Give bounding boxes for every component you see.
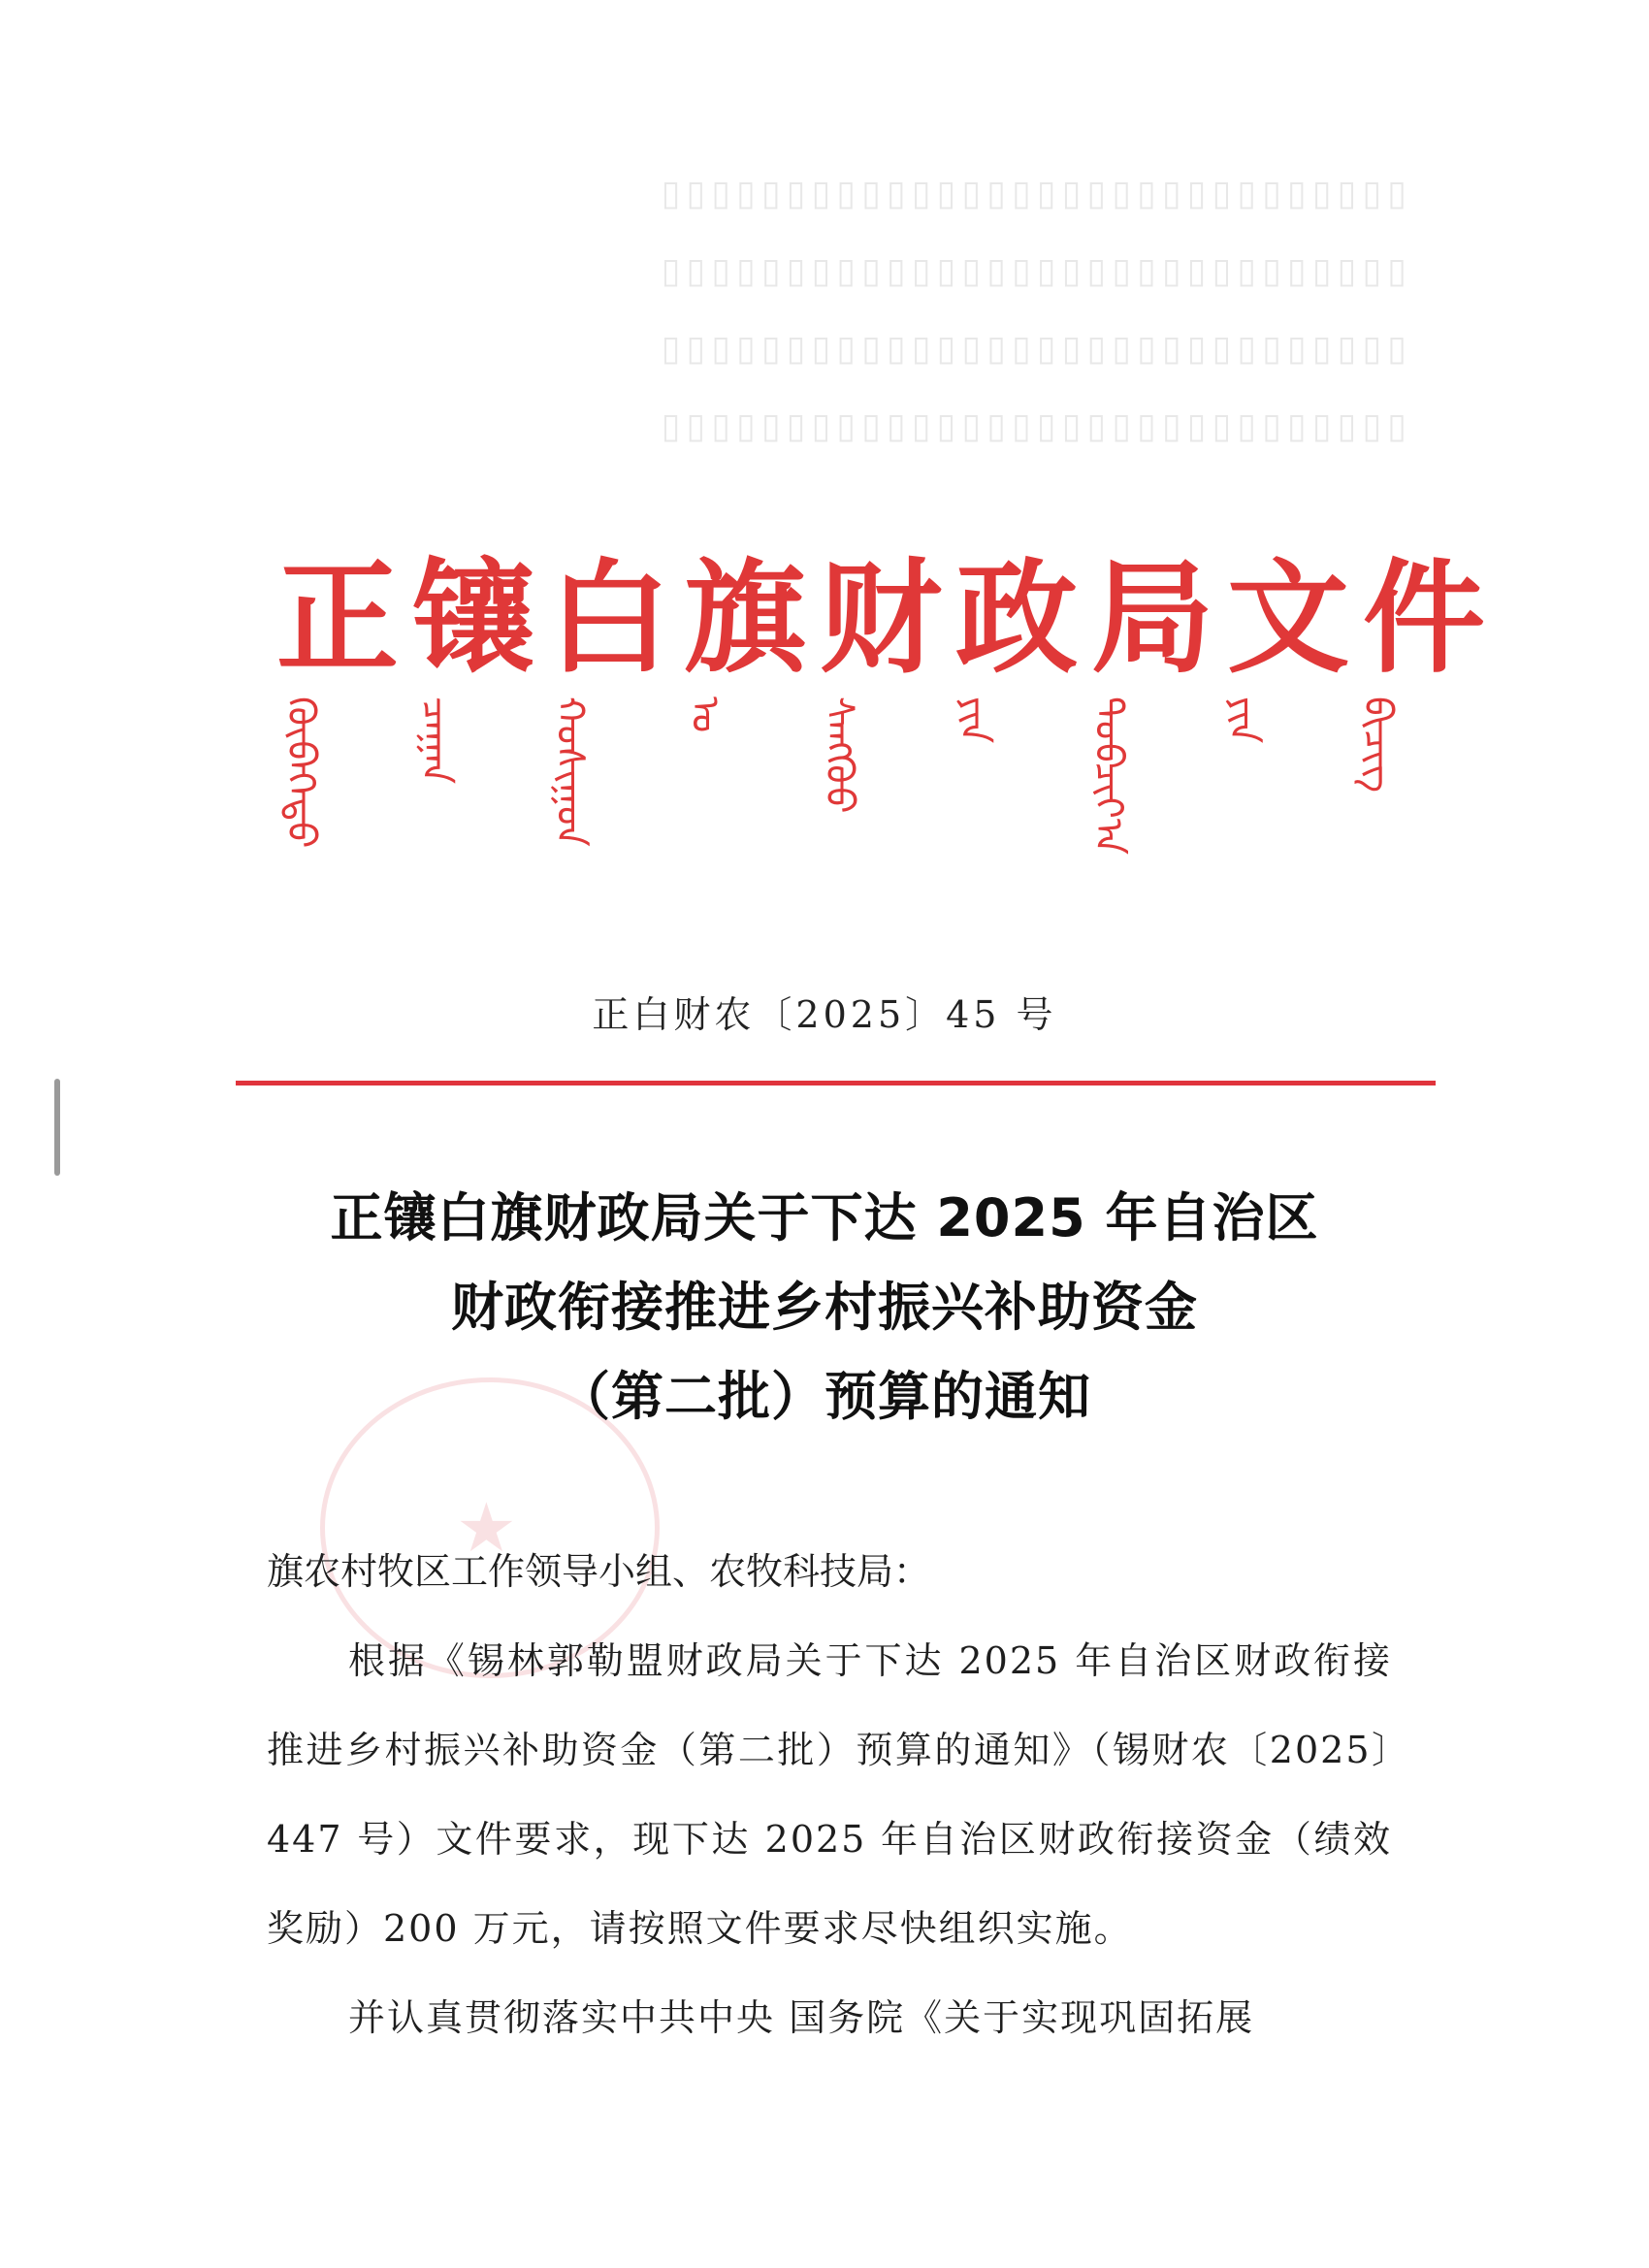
reverse-bleed-through: ▯▯▯▯▯▯▯▯▯▯▯▯▯▯▯▯▯▯▯▯▯▯▯▯▯▯▯▯▯▯: [655, 251, 1406, 291]
document-title: [0, 1174, 1649, 1442]
document-body: [267, 1527, 1392, 2062]
mongolian-word: ᠴᠠᠭᠠᠨ: [412, 697, 458, 785]
title-line: 正镶白旗财政局关于下达 2025 年自治区: [330, 1187, 1319, 1248]
red-divider-rule: [236, 1081, 1436, 1085]
masthead-title: 正镶白旗财政局文件: [276, 553, 1499, 688]
body-paragraph: 根据《锡林郭勒盟财政局关于下达 2025 年自治区财政衔接推进乡村振兴补助资金（第二批）预算的通知》（锡财农〔2025〕447 号）文件要求，现下达 2025 年自治区财政衔接资金（绩效奖励）200 万元，请按照文件要求尽快组织实施。: [267, 1639, 1392, 1950]
reverse-bleed-through: ▯▯▯▯▯▯▯▯▯▯▯▯▯▯▯▯▯▯▯▯▯▯▯▯▯▯▯▯▯▯: [655, 174, 1406, 213]
binding-mark: [54, 1079, 60, 1176]
mongolian-word: ᠪᠢᠴᠢᠭ: [1355, 697, 1400, 794]
mongolian-word: ᠰᠠᠩᠬᠦᠦ: [817, 697, 861, 814]
mongolian-word: ᠤ: [682, 697, 728, 733]
addressee: 旗农村牧区工作领导小组、农牧科技局：: [267, 1550, 931, 1593]
reverse-bleed-through: ▯▯▯▯▯▯▯▯▯▯▯▯▯▯▯▯▯▯▯▯▯▯▯▯▯▯▯▯▯▯: [655, 329, 1406, 369]
star-icon: ★: [456, 1488, 517, 1568]
title-line: （第二批）预算的通知: [558, 1366, 1091, 1427]
reverse-bleed-through: ▯▯▯▯▯▯▯▯▯▯▯▯▯▯▯▯▯▯▯▯▯▯▯▯▯▯▯▯▯▯: [655, 406, 1406, 446]
mongolian-word: ᠶᠢᠨ: [1220, 697, 1266, 744]
document-number: 正白财农〔2025〕45 号: [592, 993, 1057, 1036]
mongolian-word: ᠬᠣᠰᠢᠭᠤᠨ: [547, 697, 593, 847]
mongolian-word: ᠶᠢᠨ: [951, 697, 996, 744]
mongolian-word: ᠬᠥᠪᠡᠭᠡᠲᠦ: [278, 697, 323, 849]
title-line: 财政衔接推进乡村振兴补助资金: [451, 1277, 1198, 1338]
body-paragraph: 并认真贯彻落实中共中央 国务院《关于实现巩固拓展: [348, 1996, 1255, 2039]
masthead-mongolian: [278, 697, 1400, 881]
mongolian-word: ᠲᠣᠪᠴᠢᠶ᠎ᠠ: [1085, 697, 1131, 855]
